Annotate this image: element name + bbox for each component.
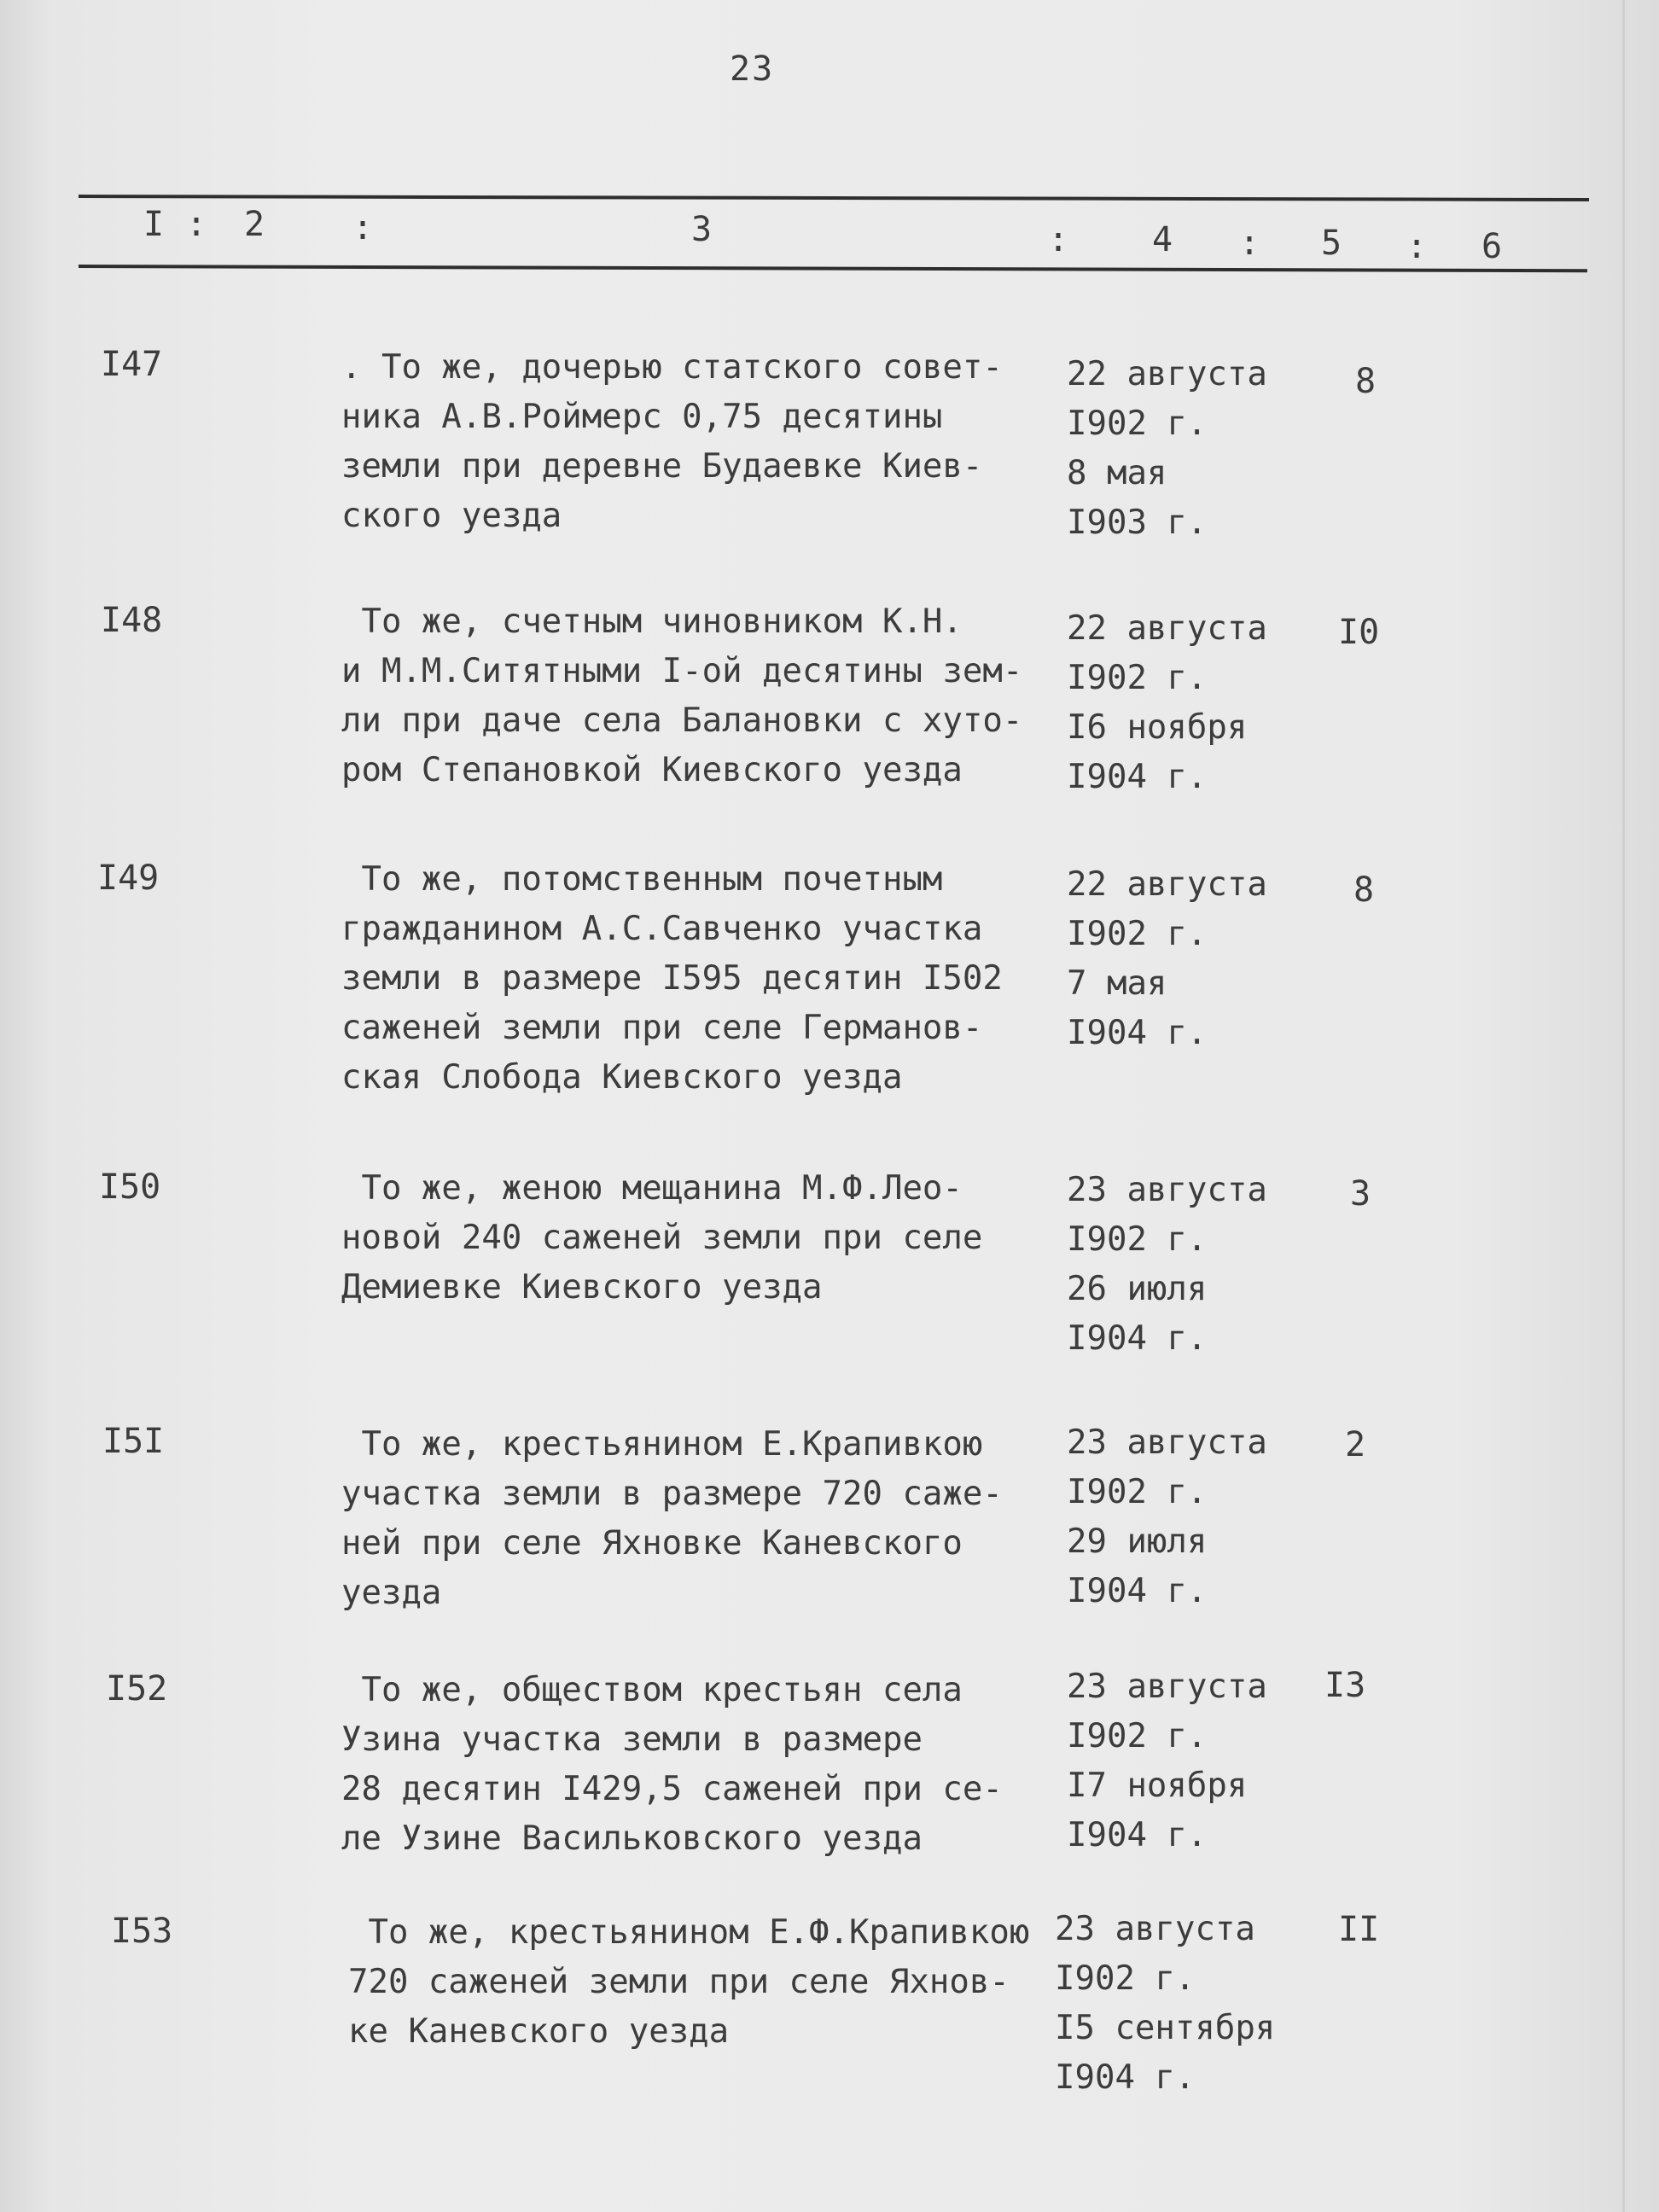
date-line: 23 августа bbox=[1067, 1171, 1267, 1209]
date-line: I902 г. bbox=[1067, 1220, 1208, 1259]
entry-number: I53 bbox=[111, 1912, 173, 1951]
date-line: I904 г. bbox=[1067, 1319, 1208, 1358]
description-line: участка земли в размере 720 саже- bbox=[341, 1475, 1003, 1513]
date-line: 22 августа bbox=[1067, 865, 1267, 904]
description-line: и М.М.Ситятными I-ой десятины зем- bbox=[341, 652, 1023, 690]
date-line: 23 августа bbox=[1055, 1910, 1255, 1948]
entry-number: I50 bbox=[99, 1167, 161, 1207]
header-sep3: : bbox=[1048, 220, 1069, 259]
date-line: I6 ноября bbox=[1067, 708, 1248, 747]
date-line: I902 г. bbox=[1067, 405, 1208, 443]
entry-description bbox=[348, 1908, 1074, 2057]
description-line: 720 саженей земли при селе Яхнов- bbox=[348, 1963, 1010, 2001]
entry-number: I47 bbox=[101, 345, 163, 384]
date-line: I904 г. bbox=[1055, 2058, 1196, 2097]
description-line: новой 240 саженей земли при селе bbox=[341, 1219, 983, 1257]
entry-count: I0 bbox=[1338, 613, 1380, 652]
description-line: То же, крестьянином Е.Ф.Крапивкою bbox=[348, 1913, 1030, 1952]
description-line: ле Узине Васильковского уезда bbox=[341, 1819, 923, 1858]
description-line: ская Слобода Киевского уезда bbox=[341, 1058, 903, 1097]
date-line: I904 г. bbox=[1067, 1816, 1208, 1854]
date-line: 23 августа bbox=[1067, 1668, 1267, 1706]
description-line: ром Степановкой Киевского уезда bbox=[341, 751, 963, 789]
header-col3: 3 bbox=[691, 210, 713, 249]
description-line: земли при деревне Будаевке Киев- bbox=[341, 447, 983, 486]
date-line: I902 г. bbox=[1067, 1473, 1208, 1511]
page-number: 23 bbox=[730, 49, 775, 89]
description-line: ней при селе Яхновке Каневского bbox=[341, 1524, 963, 1563]
description-line: ли при даче села Балановки с хуто- bbox=[341, 701, 1023, 740]
header-sep2: : bbox=[352, 208, 374, 247]
entry-dates bbox=[1067, 350, 1323, 548]
description-line: То же, обществом крестьян села bbox=[341, 1671, 963, 1709]
entry-count: I3 bbox=[1324, 1666, 1366, 1705]
entry-description bbox=[341, 1666, 1067, 1864]
description-line: земли в размере I595 десятин I502 bbox=[341, 959, 1003, 998]
entry-dates bbox=[1067, 1418, 1323, 1616]
date-line: I902 г. bbox=[1067, 915, 1208, 953]
description-line: То же, женою мещанина М.Ф.Лео- bbox=[341, 1169, 963, 1208]
header-col2: 2 bbox=[244, 205, 265, 244]
description-line: ке Каневского уезда bbox=[348, 2012, 730, 2051]
entry-description bbox=[341, 1420, 1067, 1618]
description-line: гражданином А.С.Савченко участка bbox=[341, 910, 983, 948]
header-col1: I bbox=[143, 205, 165, 244]
description-line: уезда bbox=[341, 1574, 442, 1612]
entry-number: I52 bbox=[106, 1669, 168, 1708]
page-edge bbox=[1622, 0, 1625, 2212]
description-line: ского уезда bbox=[341, 497, 562, 535]
entry-count: 8 bbox=[1355, 362, 1377, 401]
entry-dates bbox=[1067, 1166, 1323, 1364]
entry-description bbox=[341, 1164, 1067, 1313]
entry-description bbox=[341, 343, 1067, 541]
entry-dates bbox=[1067, 604, 1323, 802]
header-rule-top bbox=[79, 195, 1589, 201]
entry-count: 2 bbox=[1345, 1425, 1366, 1464]
date-line: I5 сентября bbox=[1055, 2009, 1276, 2047]
entry-count: II bbox=[1338, 1910, 1380, 1949]
date-line: 26 июля bbox=[1067, 1270, 1208, 1308]
entry-dates bbox=[1055, 1905, 1311, 2103]
description-line: То же, крестьянином Е.Крапивкою bbox=[341, 1425, 983, 1464]
date-line: 7 мая bbox=[1067, 964, 1167, 1003]
date-line: I902 г. bbox=[1055, 1959, 1196, 1998]
date-line: 23 августа bbox=[1067, 1423, 1267, 1462]
entry-number: I49 bbox=[97, 859, 160, 898]
date-line: I902 г. bbox=[1067, 659, 1208, 697]
description-line: Узина участка земли в размере bbox=[341, 1720, 923, 1759]
description-line: То же, счетным чиновником К.Н. bbox=[341, 602, 963, 641]
header-col5: 5 bbox=[1321, 224, 1342, 263]
entry-description bbox=[341, 597, 1067, 795]
date-line: 29 июля bbox=[1067, 1522, 1208, 1561]
date-line: I904 г. bbox=[1067, 1014, 1208, 1052]
date-line: 22 августа bbox=[1067, 609, 1267, 648]
entry-count: 3 bbox=[1350, 1174, 1371, 1214]
header-sep1: : bbox=[186, 205, 207, 244]
header-rule-bottom bbox=[79, 265, 1587, 272]
description-line: То же, потомственным почетным bbox=[341, 860, 943, 899]
header-col6: 6 bbox=[1481, 227, 1503, 266]
date-line: I903 г. bbox=[1067, 504, 1208, 542]
date-line: 22 августа bbox=[1067, 355, 1267, 393]
entry-number: I5I bbox=[102, 1422, 165, 1461]
date-line: I904 г. bbox=[1067, 758, 1208, 796]
description-line: ника А.В.Роймерс 0,75 десятины bbox=[341, 398, 943, 436]
description-line: 28 десятин I429,5 саженей при се- bbox=[341, 1770, 1003, 1808]
description-line: Демиевке Киевского уезда bbox=[341, 1268, 823, 1307]
description-line: . То же, дочерью статского совет- bbox=[341, 348, 1003, 387]
entry-dates bbox=[1067, 1662, 1323, 1860]
description-line: саженей земли при селе Германов- bbox=[341, 1009, 983, 1047]
date-line: I7 ноября bbox=[1067, 1767, 1248, 1805]
entry-number: I48 bbox=[101, 601, 163, 640]
entry-dates bbox=[1067, 860, 1323, 1058]
header-col4: 4 bbox=[1152, 220, 1173, 259]
entry-description bbox=[341, 855, 1067, 1103]
date-line: 8 мая bbox=[1067, 454, 1167, 492]
header-sep5: : bbox=[1406, 227, 1428, 266]
date-line: I902 г. bbox=[1067, 1717, 1208, 1755]
header-sep4: : bbox=[1239, 224, 1260, 263]
date-line: I904 г. bbox=[1067, 1572, 1208, 1610]
entry-count: 8 bbox=[1353, 870, 1375, 910]
